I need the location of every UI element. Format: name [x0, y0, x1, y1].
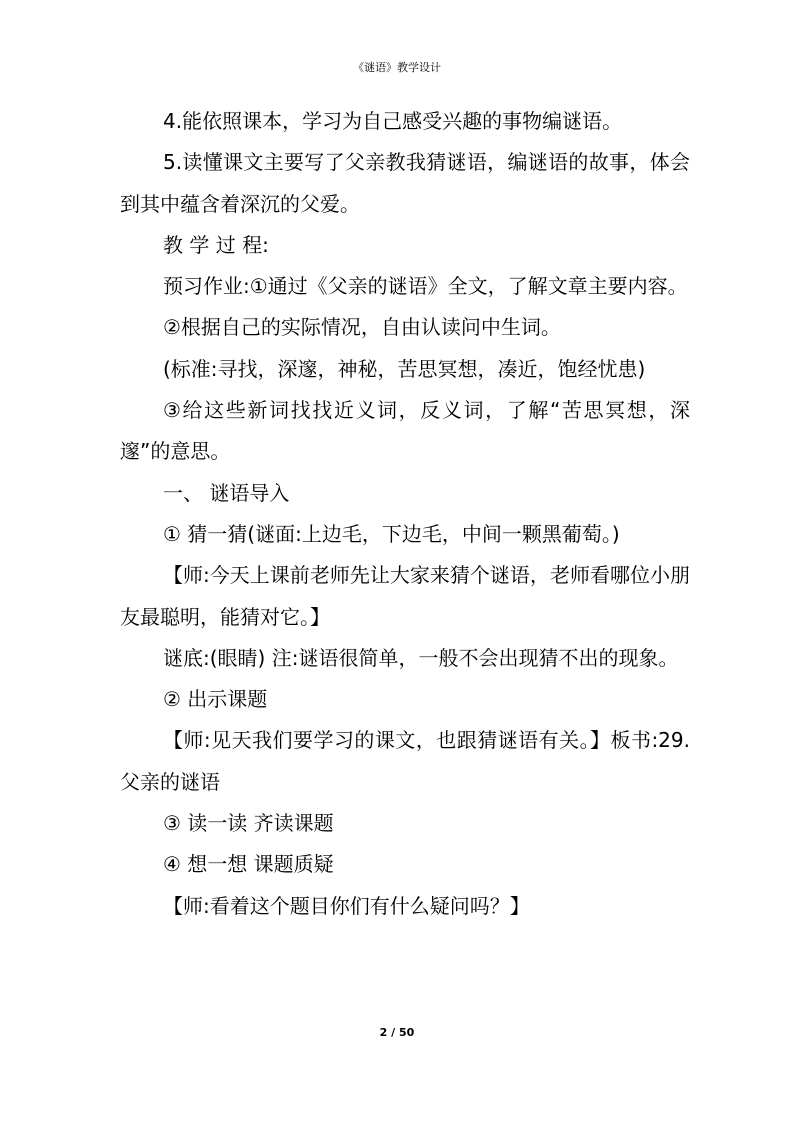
paragraph-teacher-note-3: 【师:看着这个题目你们有什么疑问吗？】: [163, 893, 530, 918]
paragraph-teacher-note-1: 【师:今天上课前老师先让大家来猜个谜语，老师看哪位小朋友最聪明，能猜对它。】: [120, 563, 690, 629]
paragraph-preview-homework: 预习作业:①通过《父亲的谜语》全文，了解文章主要内容。: [163, 274, 688, 299]
page-header: 《谜语》教学设计: [353, 61, 441, 74]
paragraph-objective-4: 4.能依照课本，学习为自己感受兴趣的事物编谜语。: [163, 109, 623, 133]
paragraph-preview-step-2: ②根据自己的实际情况，自由认读问中生词。: [163, 315, 561, 340]
paragraph-guess-riddle: ① 猜一猜(谜面:上边毛，下边毛，中间一颗黑葡萄。): [163, 521, 620, 546]
paragraph-teacher-note-2: 【师:见天我们要学习的课文，也跟猜谜语有关。】板书:29.父亲的谜语: [120, 728, 690, 794]
paragraph-teaching-process-heading: 教 学 过 程:: [163, 232, 269, 257]
paragraph-show-title: ② 出示课题: [163, 687, 268, 712]
section-heading-riddle-intro: 一、 谜语导入: [163, 480, 290, 505]
paragraph-question-title: ④ 想一想 课题质疑: [163, 852, 334, 877]
paragraph-read-title: ③ 读一读 齐读课题: [163, 811, 334, 836]
paragraph-preview-step-3: ③给这些新词找找近义词，反义词，了解“苦思冥想，深邃”的意思。: [120, 398, 690, 464]
document-body: [120, 101, 690, 927]
paragraph-riddle-answer: 谜底:(眼睛) 注:谜语很简单，一般不会出现猜不出的现象。: [163, 645, 679, 670]
page-number: 2 / 50: [379, 1026, 415, 1039]
paragraph-objective-5: 5.读懂课文主要写了父亲教我猜谜语，编谜语的故事，体会到其中蕴含着深沉的父爱。: [120, 150, 690, 216]
paragraph-vocabulary-standard: (标准:寻找，深邃，神秘，苦思冥想，凑近，饱经忧患): [163, 356, 646, 381]
